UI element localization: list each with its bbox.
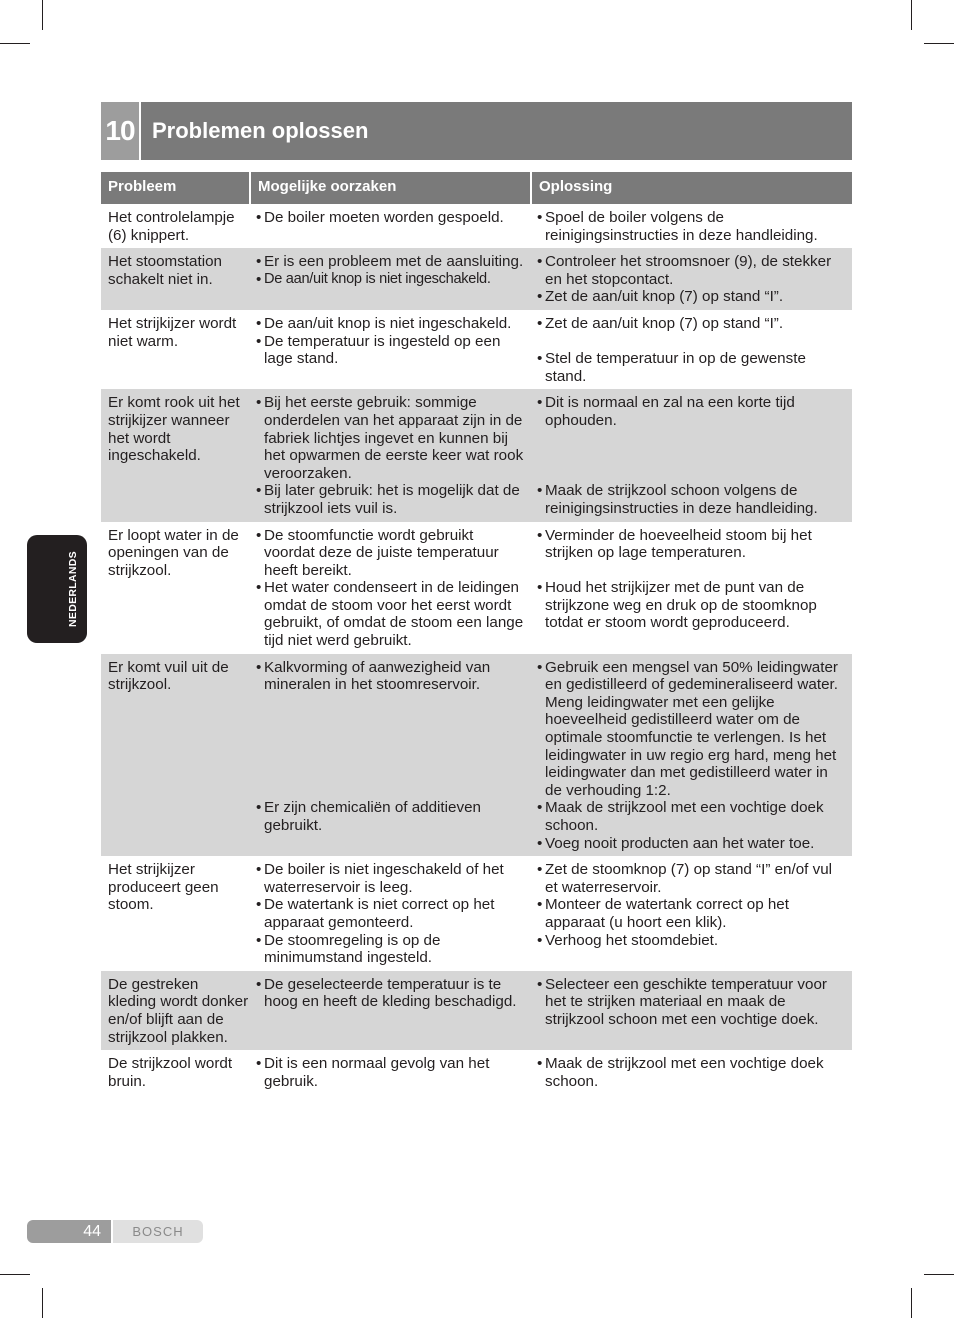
problem-cell: De gestreken kleding wordt donker en/of blijft aan de strijkzool plakken. — [108, 975, 249, 1046]
cause-text: Het water condenseert in de leidingen omdat de stoom voor het eerst wordt gebruikt, of omdat de stoom een lange tijd niet werd gebruikt. — [264, 579, 524, 650]
cause-text: Dit is een normaal gevolg van het gebruik. — [264, 1055, 490, 1090]
solutions-cell — [532, 861, 852, 967]
cause-text: Kalkvorming of aanwezigheid van mineralen in het stoomreservoir. — [264, 658, 491, 694]
list-item: • Maak de strijkzool met een vochtige doek schoon. — [537, 799, 848, 834]
solution-text: Verhoog het stoomdebiet. — [545, 931, 719, 949]
cause-text: De boiler moeten worden gespoeld. — [264, 209, 504, 226]
list-item: • Houd het strijkijzer met de punt van de strijkzone weg en druk op de stoomknop totdat er stoom wordt geproduceerd. — [537, 579, 848, 632]
problem-cell: Er komt vuil uit de strijkzool. — [108, 658, 229, 694]
list-item: • Bij later gebruik: het is mogelijk dat de strijkzool iets vuil is. — [256, 482, 528, 517]
causes-cell — [251, 394, 532, 517]
chapter-title: Problemen oplossen — [152, 118, 369, 143]
language-side-tab — [27, 535, 87, 643]
solution-text: Maak de strijkzool met een vochtige doek schoon. — [545, 1055, 824, 1090]
solutions-cell — [532, 527, 852, 650]
list-item: • Stel de temperatuur in op de gewenste stand. — [537, 350, 848, 385]
cause-text: De watertank is niet correct op het apparaat gemonteerd. — [264, 896, 495, 931]
list-item: • Selecteer een geschikte temperatuur voor het te strijken materiaal en maak de strijkzool schoon met een vochtige doek. — [537, 976, 848, 1029]
solution-text: Controleer het stroomsnoer (9), de stekker en het stopcontact. — [545, 253, 832, 288]
cause-text: De geselecteerde temperatuur is te hoog en heeft de kleding beschadigd. — [264, 975, 517, 1011]
causes-cell — [251, 253, 532, 306]
list-item: • De stoomfunctie wordt gebruikt voordat deze de juiste temperatuur heeft bereikt. — [256, 527, 528, 580]
list-item: • Verhoog het stoomdebiet. — [537, 932, 848, 950]
list-item: • De aan/uit knop is niet ingeschakeld. — [256, 271, 528, 289]
list-item: • De geselecteerde temperatuur is te hoog en heeft de kleding beschadigd. — [256, 976, 528, 1011]
solutions-cell — [532, 253, 852, 306]
solutions-cell — [532, 659, 852, 853]
crop-mark — [911, 0, 912, 30]
cause-text: De aan/uit knop is niet ingeschakeld. — [264, 270, 491, 287]
problem-cell: Het stoomstation schakelt niet in. — [108, 253, 222, 288]
table-row — [101, 971, 852, 1050]
list-item: • Controleer het stroomsnoer (9), de stekker en het stopcontact. — [537, 253, 848, 288]
list-item: • Zet de aan/uit knop (7) op stand “I”. — [537, 288, 848, 306]
cause-text: Bij later gebruik: het is mogelijk dat de strijkzool iets vuil is. — [264, 482, 520, 517]
list-item: • Dit is normaal en zal na een korte tijd ophouden. — [537, 394, 848, 429]
solution-text: Houd het strijkijzer met de punt van de strijkzone weg en druk op de stoomknop totdat er stoom wordt geproduceerd. — [545, 579, 817, 632]
list-item: • Zet de aan/uit knop (7) op stand “I”. — [537, 315, 848, 333]
list-item: • De boiler is niet ingeschakeld of het waterreservoir is leeg. — [256, 861, 528, 896]
solution-text: Dit is normaal en zal na een korte tijd ophouden. — [545, 394, 795, 429]
crop-mark — [42, 1288, 43, 1318]
language-label: NEDERLANDS — [67, 551, 79, 627]
table-row — [101, 248, 852, 310]
causes-cell — [251, 861, 532, 967]
solutions-cell — [532, 394, 852, 517]
solution-text: Verminder de hoeveelheid stoom bij het strijken op lage temperaturen. — [545, 526, 812, 562]
table-row — [101, 856, 852, 971]
list-item: • De watertank is niet correct op het apparaat gemonteerd. — [256, 896, 528, 931]
causes-cell — [251, 976, 532, 1046]
list-item: • De stoomregeling is op de minimumstand ingesteld. — [256, 932, 528, 967]
problem-cell: De strijkzool wordt bruin. — [108, 1055, 233, 1090]
causes-cell — [251, 209, 532, 244]
cause-text: De stoomfunctie wordt gebruikt voordat deze de juiste temperatuur heeft bereikt. — [264, 526, 499, 579]
list-item: • De temperatuur is ingesteld op een lage stand. — [256, 333, 528, 368]
list-item: • Voeg nooit producten aan het water toe. — [537, 835, 848, 853]
list-item: • De aan/uit knop is niet ingeschakeld. — [256, 315, 528, 333]
header-oplossing: Oplossing — [532, 172, 852, 204]
list-item: • Er zijn chemicaliën of additieven gebruikt. — [256, 799, 528, 834]
solution-text: Zet de aan/uit knop (7) op stand “I”. — [545, 288, 784, 306]
list-item: • De boiler moeten worden gespoeld. — [256, 209, 528, 227]
causes-cell — [251, 1055, 532, 1090]
solution-text: Spoel de boiler volgens de reinigingsinstructies in deze handleiding. — [545, 209, 818, 244]
list-item: • Spoel de boiler volgens de reinigingsinstructies in deze handleiding. — [537, 209, 848, 244]
list-item: • Gebruik een mengsel van 50% leidingwater en gedistilleerd of gedemineraliseerd water. Meng leidingwater met een gelijke hoeveelheid gedistilleerd water om de optimale stoomfunctie te verlengen. Is het leidingwater in uw regio erg hard, meng het leidingwater dan met gedistilleerd water in de verhouding 1:2. — [537, 659, 848, 800]
table-row — [101, 1050, 852, 1094]
header-probleem: Probleem — [101, 172, 249, 204]
list-item: • Er is een probleem met de aansluiting. — [256, 253, 528, 271]
chapter-header — [101, 102, 852, 160]
crop-mark — [0, 1274, 30, 1275]
solution-text: Stel de temperatuur in op de gewenste stand. — [545, 350, 806, 385]
crop-mark — [42, 0, 43, 30]
cause-text: De temperatuur is ingesteld op een lage stand. — [264, 332, 501, 368]
list-item: • Verminder de hoeveelheid stoom bij het strijken op lage temperaturen. — [537, 527, 848, 562]
chapter-divider — [139, 102, 141, 160]
crop-mark — [924, 43, 954, 44]
cause-text: Er zijn chemicaliën of additieven gebruikt. — [264, 799, 481, 835]
solutions-cell — [532, 976, 852, 1046]
list-item: • Maak de strijkzool met een vochtige doek schoon. — [537, 1055, 848, 1090]
solution-text: Zet de stoomknop (7) op stand “I” en/of vul et waterreservoir. — [545, 861, 833, 896]
list-item: • Maak de strijkzool schoon volgens de reinigingsinstructies in deze handleiding. — [537, 482, 848, 517]
list-item: • Kalkvorming of aanwezigheid van mineralen in het stoomreservoir. — [256, 659, 528, 694]
solution-text: Monteer de watertank correct op het apparaat (u hoort een klik). — [545, 896, 789, 931]
problem-cell: Het controlelampje (6) knippert. — [108, 209, 235, 244]
list-item: • Zet de stoomknop (7) op stand “I” en/of vul et waterreservoir. — [537, 861, 848, 896]
table-row — [101, 310, 852, 389]
list-item: • Het water condenseert in de leidingen omdat de stoom voor het eerst wordt gebruikt, of omdat de stoom een lange tijd niet werd gebruikt. — [256, 579, 528, 649]
solution-text: Zet de aan/uit knop (7) op stand “I”. — [545, 314, 784, 332]
list-item: • Bij het eerste gebruik: sommige onderdelen van het apparaat zijn in de fabriek lichtjes ingevet en kunnen bij het opwarmen de eerste keer wat rook veroorzaken. — [256, 394, 528, 482]
header-oorzaken: Mogelijke oorzaken — [251, 172, 530, 204]
causes-cell — [251, 659, 532, 853]
list-item: • Monteer de watertank correct op het apparaat (u hoort een klik). — [537, 896, 848, 931]
chapter-number: 10 — [101, 102, 139, 160]
causes-cell — [251, 315, 532, 385]
cause-text: De stoomregeling is op de minimumstand ingesteld. — [264, 931, 441, 967]
table-header-row — [101, 172, 852, 204]
table-row — [101, 389, 852, 521]
troubleshooting-table — [101, 172, 852, 1094]
brand-label: BOSCH — [113, 1220, 203, 1243]
problem-cell: Het strijkijzer produceert geen stoom. — [108, 861, 219, 914]
cause-text: De aan/uit knop is niet ingeschakeld. — [264, 314, 512, 332]
table-row — [101, 522, 852, 654]
crop-mark — [911, 1288, 912, 1318]
solution-text: Voeg nooit producten aan het water toe. — [545, 834, 815, 852]
list-item: • Dit is een normaal gevolg van het gebruik. — [256, 1055, 528, 1090]
cause-text: De boiler is niet ingeschakeld of het waterreservoir is leeg. — [264, 861, 504, 896]
problem-cell: Er komt rook uit het strijkijzer wanneer het wordt ingeschakeld. — [108, 394, 240, 465]
solution-text: Gebruik een mengsel van 50% leidingwater en gedistilleerd of gedemineraliseerd water. Meng leidingwater met een gelijke hoeveelheid gedistilleerd water om de optimale stoomfunctie te verlengen. Is het leidingwater in uw regio erg hard, meng het leidingwater dan met gedistilleerd water in de verhouding 1:2. — [545, 658, 838, 799]
solutions-cell — [532, 209, 852, 244]
solution-text: Maak de strijkzool schoon volgens de reinigingsinstructies in deze handleiding. — [545, 482, 818, 517]
cause-text: Bij het eerste gebruik: sommige onderdelen van het apparaat zijn in de fabriek lichtjes ingevet en kunnen bij het opwarmen de eerste keer wat rook veroorzaken. — [264, 394, 524, 482]
page-number: 44 — [27, 1220, 111, 1243]
causes-cell — [251, 527, 532, 650]
table-row — [101, 204, 852, 248]
crop-mark — [0, 43, 30, 44]
solutions-cell — [532, 1055, 852, 1090]
solution-text: Maak de strijkzool met een vochtige doek schoon. — [545, 799, 824, 835]
problem-cell: Het strijkijzer wordt niet warm. — [108, 314, 237, 350]
table-row — [101, 654, 852, 857]
solutions-cell — [532, 315, 852, 385]
solution-text: Selecteer een geschikte temperatuur voor het te strijken materiaal en maak de strijkzool schoon met een vochtige doek. — [545, 975, 827, 1028]
cause-text: Er is een probleem met de aansluiting. — [264, 253, 524, 271]
problem-cell: Er loopt water in de openingen van de strijkzool. — [108, 526, 239, 579]
crop-mark — [924, 1274, 954, 1275]
